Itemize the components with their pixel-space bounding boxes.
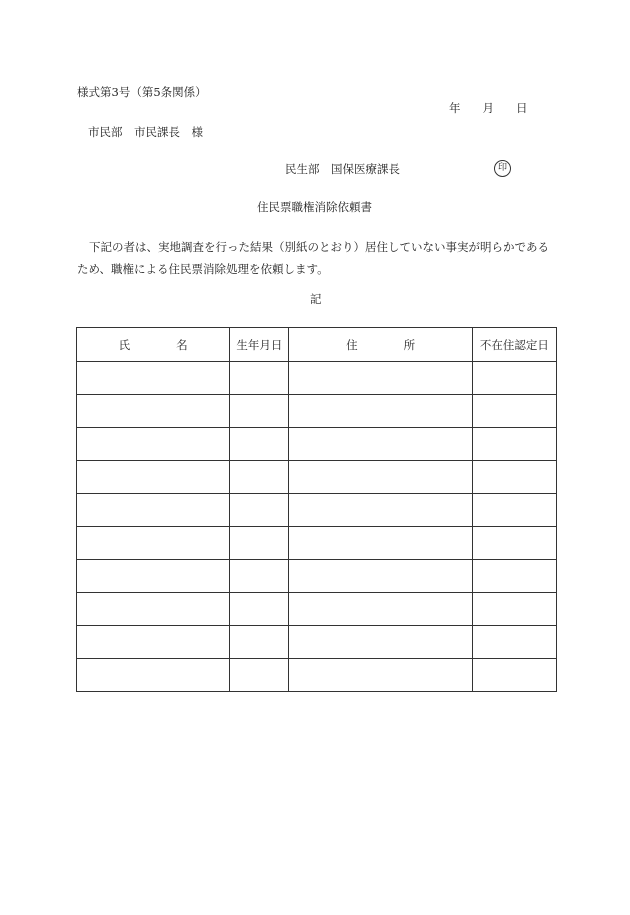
table-row — [77, 659, 557, 692]
body-line-1: 下記の者は、実地調査を行った結果（別紙のとおり）居住していない事実が明らかである — [89, 240, 549, 254]
ki-heading: 記 — [310, 292, 322, 306]
cell-birth-date — [230, 395, 289, 428]
cell-name — [77, 494, 230, 527]
recipient: 市民部 市民課長 様 — [88, 125, 203, 139]
cell-address — [289, 395, 472, 428]
cell-birth-date — [230, 659, 289, 692]
date-day: 日 — [516, 101, 528, 115]
table-row — [77, 428, 557, 461]
cell-absent-date — [472, 461, 556, 494]
seal-mark: 印 — [494, 160, 511, 177]
table-row — [77, 395, 557, 428]
table-row — [77, 593, 557, 626]
cell-name — [77, 527, 230, 560]
cell-absent-date — [472, 593, 556, 626]
cell-absent-date — [472, 395, 556, 428]
table-row — [77, 560, 557, 593]
cell-absent-date — [472, 560, 556, 593]
record-table — [76, 327, 557, 692]
body-text — [77, 236, 557, 280]
cell-name — [77, 626, 230, 659]
header-name: 氏 名 — [77, 328, 230, 362]
cell-name — [77, 659, 230, 692]
cell-address — [289, 362, 472, 395]
cell-birth-date — [230, 593, 289, 626]
sender: 民生部 国保医療課長 — [285, 162, 400, 176]
form-number: 様式第3号（第5条関係） — [77, 85, 207, 99]
cell-absent-date — [472, 428, 556, 461]
table-row — [77, 362, 557, 395]
table-body — [77, 362, 557, 692]
cell-name — [77, 362, 230, 395]
cell-absent-date — [472, 626, 556, 659]
cell-address — [289, 428, 472, 461]
table-header-row — [77, 328, 557, 362]
cell-birth-date — [230, 560, 289, 593]
cell-name — [77, 395, 230, 428]
date-month: 月 — [482, 101, 494, 115]
header-birth-date: 生年月日 — [230, 328, 289, 362]
header-address: 住 所 — [289, 328, 472, 362]
cell-absent-date — [472, 362, 556, 395]
cell-address — [289, 461, 472, 494]
cell-birth-date — [230, 428, 289, 461]
date-line — [449, 100, 528, 116]
date-year: 年 — [449, 101, 461, 115]
body-line-2: ため、職権による住民票消除処理を依頼します。 — [77, 262, 329, 276]
cell-address — [289, 560, 472, 593]
cell-birth-date — [230, 494, 289, 527]
cell-address — [289, 626, 472, 659]
cell-address — [289, 527, 472, 560]
cell-absent-date — [472, 659, 556, 692]
cell-birth-date — [230, 461, 289, 494]
cell-absent-date — [472, 494, 556, 527]
cell-address — [289, 593, 472, 626]
document-title: 住民票職権消除依頼書 — [257, 200, 372, 214]
cell-absent-date — [472, 527, 556, 560]
cell-name — [77, 461, 230, 494]
cell-name — [77, 560, 230, 593]
cell-birth-date — [230, 626, 289, 659]
table-row — [77, 461, 557, 494]
header-absent-date: 不在住認定日 — [472, 328, 556, 362]
table-row — [77, 494, 557, 527]
cell-address — [289, 659, 472, 692]
table-row — [77, 527, 557, 560]
cell-address — [289, 494, 472, 527]
table-row — [77, 626, 557, 659]
cell-name — [77, 428, 230, 461]
cell-name — [77, 593, 230, 626]
cell-birth-date — [230, 362, 289, 395]
cell-birth-date — [230, 527, 289, 560]
